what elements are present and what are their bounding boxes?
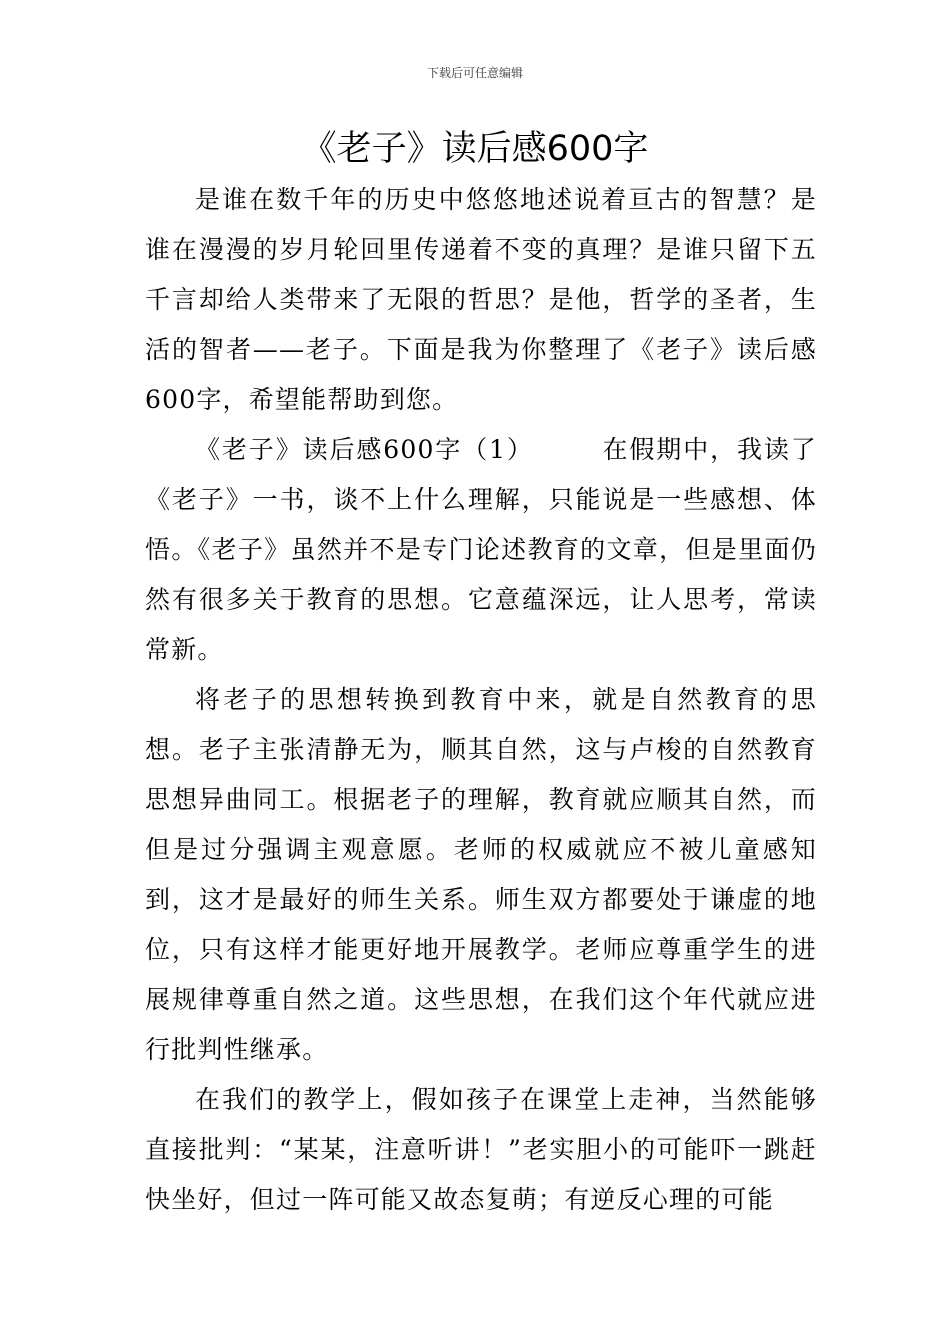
paragraph-classroom: 在我们的教学上，假如孩子在课堂上走神，当然能够直接批判：“某某，注意听讲！”老实胆小的可能吓一跳赶快坐好，但过一阵可能又故态复萌；有逆反心理的可能 [145,1085,817,1214]
header-note: 下载后可任意编辑 [426,66,523,80]
paragraph-natural-education: 将老子的思想转换到教育中来，就是自然教育的思想。老子主张清静无为，顺其自然，这与卢梭的自然教育思想异曲同工。根据老子的理解，教育就应顺其自然，而但是过分强调主观意愿。老师的权威就应不被儿童感知到，这才是最好的师生关系。师生双方都要处于谦虚的地位，只有这样才能更好地开展教学。老师应尊重学生的进展规律尊重自然之道。这些思想，在我们这个年代就应进行批判性继承。 [145,685,817,1064]
paragraph-section-1 [145,425,817,675]
section-text: 在假期中，我读了《老子》一书，谈不上什么理解，只能说是一些感想、体悟。《老子》虽然并不是专门论述教育的文章，但是里面仍然有很多关于教育的思想。它意蕴深远，让人思考，常读常新。 [145,435,817,664]
section-heading: 《老子》读后感600字（1） [195,435,534,464]
document-title: 《老子》读后感600字 [301,129,649,169]
paragraph-intro: 是谁在数千年的历史中悠悠地述说着亘古的智慧？是谁在漫漫的岁月轮回里传递着不变的真理？是谁只留下五千言却给人类带来了无限的哲思？是他，哲学的圣者，生活的智者——老子。下面是我为你整理了《老子》读后感600字，希望能帮助到您。 [145,185,817,414]
document-body [145,175,817,1225]
